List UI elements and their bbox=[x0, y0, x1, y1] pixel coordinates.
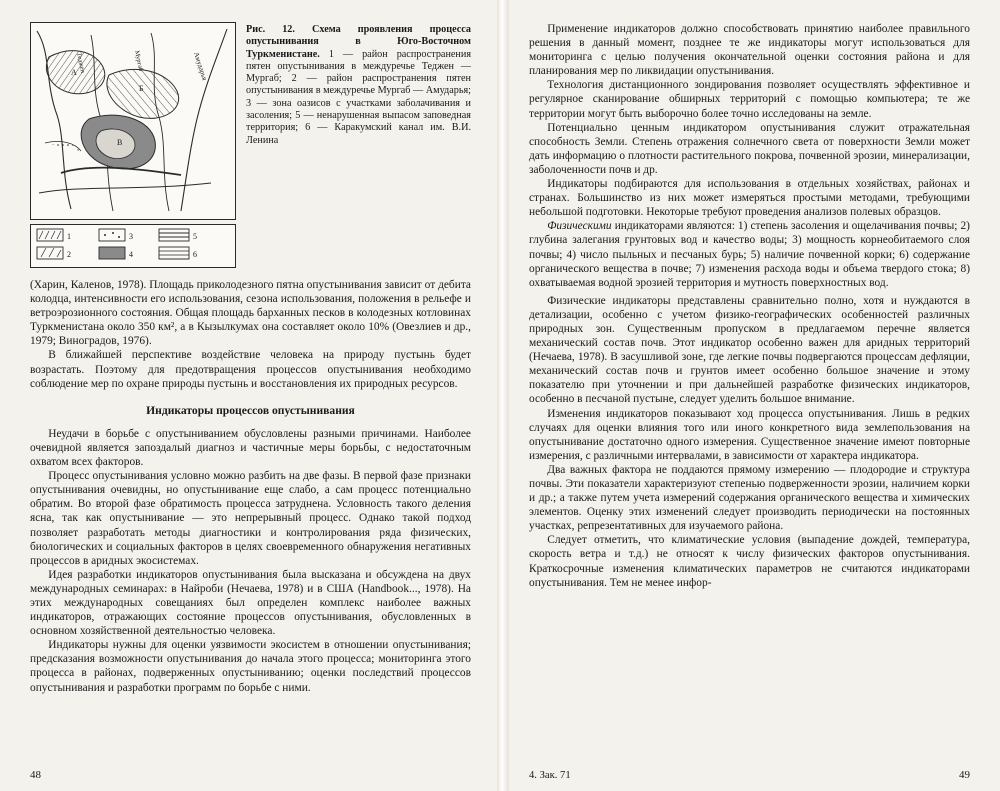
paragraph: В ближайшей перспективе воздействие человека на природу пустынь будет возрастать. Поэтому для предотвращения процессов опустынивания необходимо соблюдение мер по охране природы пустынь и восстановления их природных ресурсов. bbox=[30, 349, 471, 390]
figure-caption-title: Рис. 12. Схема проявления процесса опустынивания в Юго-Восточном Туркменистане. bbox=[246, 24, 471, 60]
paragraph: Физические индикаторы представлены сравнительно полно, хотя и нуждаются в детализации, особенно с учетом физико-географических особенностей различных природных зон. Существенным пропуском в предлагаемом перечне является механический состав почв. Этот индикатор особенно важен для аридных территорий (Нечаева, 1978). В засушливой зоне, где легкие почвы подвергаются процессам дефляции, механический состав почв и грунтов имеет особенно большое значение и этому показателю при уточнении и при дальнейшей разработке физических индикаторов, особенно в песчаной пустыне, следует уделить большое внимание. bbox=[529, 294, 970, 406]
svg-text:2: 2 bbox=[67, 250, 71, 259]
figure-caption bbox=[246, 22, 471, 268]
map-legend bbox=[30, 224, 236, 268]
paragraph-physical-indicators bbox=[529, 219, 970, 289]
svg-text:1: 1 bbox=[67, 232, 71, 241]
right-page bbox=[509, 0, 1000, 791]
physical-mid: индикаторами являются: bbox=[614, 220, 735, 233]
map-label-b: Б bbox=[139, 84, 144, 93]
paragraph: Потенциально ценным индикатором опустынивания служит отражательная способность Земли. Степень отражения солнечного света от поверхности Земли может дать информацию о плотности растительного покрова, почвенной эрозии, минерализации, заболоченности почв и др. bbox=[529, 121, 970, 176]
map-label-a: А bbox=[71, 68, 77, 77]
paragraph: Неудачи в борьбе с опустыниванием обусловлены разными причинами. Наиболее очевидной является запоздалый диагноз и частичные меры борьбы, с недостаточным охватом всех факторов. bbox=[30, 427, 471, 469]
paragraph: Индикаторы нужны для оценки уязвимости экосистем в отношении опустынивания; предсказания возможности опустынивания до начала этого процесса; мониторинга этого процесса в районах, подверженных опустыниванию; оценки последствий процессов опустынивания и разработки программ по борьбе с ними. bbox=[30, 639, 471, 694]
figure-12 bbox=[30, 22, 471, 268]
left-page-body bbox=[30, 278, 471, 695]
signature-mark: 4. Зак. 71 bbox=[529, 770, 571, 781]
physical-rest: 1) степень засоления и ощелачивания почвы; 2) глубина залегания грунтовых вод и качество воды; 3) мощность корнеобитаемого слоя почвы; 4) число пыльных и песчаных бурь; 5) наличие почвенной корки; 6) содержание органического вещества в почве; 7) изменения расхода воды и объема твердого стока; 8) охватываемая водной эрозией территория и мутность поверхностных вод. bbox=[529, 220, 970, 289]
svg-text:6: 6 bbox=[193, 250, 197, 259]
paragraph: Применение индикаторов должно способствовать принятию наиболее правильного решения в данный момент, позднее те же индикаторы могут использоваться для мониторинга с целью получения окончательной оценки состояния района и для планирования мер по ликвидации опустынивания. bbox=[529, 23, 970, 78]
right-page-body bbox=[529, 22, 970, 590]
map-label-amudarya: Амударья bbox=[192, 51, 209, 82]
map-label-murgab: Мургаб bbox=[133, 49, 145, 72]
paragraph: Идея разработки индикаторов опустынивания была высказана и обсуждена на двух международных семинарах: в Найроби (Нечаева, 1978) и в США (Handbook..., 1978). На этих международных совещаниях был определен комплекс наиболее важных индикаторов, отражающих состояние процессов опустынивания, обусловленных в основном хозяйственной деятельностью человека. bbox=[30, 568, 471, 638]
map-label-v: В bbox=[117, 138, 123, 147]
paragraph: (Харин, Каленов, 1978). Площадь приколодезного пятна опустынивания зависит от дебита колодца, интенсивности его использования, сезона использования, положения в рельефе и ветроэрозионного состояния. Общая площадь барханных песков в колодезных котловинах Туркменистана около 350 км², а в Кызылкумах она составляет около 10% (Овезлиев и др., 1979; Виноградов, 1976). bbox=[30, 279, 471, 348]
map-frame bbox=[30, 22, 236, 220]
paragraph: Технология дистанционного зондирования позволяет осуществлять эффективное и регулярное сканирование обширных территорий с помощью компьютера; те же территории могут быть выборочно более точно исследованы на земле. bbox=[529, 79, 970, 120]
legend-swatches bbox=[31, 225, 233, 265]
left-page bbox=[0, 0, 497, 791]
paragraph: Два важных фактора не поддаются прямому измерению — плодородие и структура почвы. Эти показатели характеризуют степенью подверженности эрозии, наличием корки и др.; а также путем учета измерений содержания органического вещества и химических элементов. Оценку этих изменений следует производить периодически на постоянных участках, репрезентативных для изучаемого района. bbox=[529, 463, 970, 533]
page-number-left: 48 bbox=[30, 769, 41, 781]
svg-text:5: 5 bbox=[193, 232, 197, 241]
svg-text:4: 4 bbox=[129, 250, 133, 259]
paragraph: Индикаторы подбираются для использования в отдельных хозяйствах, районах и странах. Большинство из них может измеряться простыми методами, требующими небольшой подготовки. Некоторые требуют проведения анализов полевых образцов. bbox=[529, 178, 970, 219]
page-number-right: 49 bbox=[959, 769, 970, 781]
figure-map-and-legend bbox=[30, 22, 236, 268]
physical-lead: Физическими bbox=[547, 220, 612, 233]
book-gutter bbox=[497, 0, 509, 791]
figure-caption-body: 1 — район распространения пятен опустынивания в междуречье Теджен — Мургаб; 2 — район распространения пятен опустынивания в междуречье Мургаб — Амударья; 3 — зона оазисов с участками заболачивания и засоления; 5 — ненарушенная выпасом заповедная территория; 6 — Каракумский канал им. В.И. Ленина bbox=[246, 48, 472, 146]
desertification-map bbox=[31, 23, 233, 217]
section-heading: Индикаторы процессов опустынивания bbox=[146, 403, 355, 417]
paragraph: Процесс опустынивания условно можно разбить на две фазы. В первой фазе признаки опустынивания очевидны, но опустынивание еще слабо, а сам процесс потенциально обратим. Во второй фазе обратимость процесса затруднена. Условность такого деления ясна, так как опустынивание — это непрерывный процесс. Однако такой подход позволяет разработать методы диагностики и контролирования ряда физических, биологических и социальных факторов в целях своевременного обнаружения негативных процессов в аридных экосистемах. bbox=[30, 470, 471, 567]
paragraph: Изменения индикаторов показывают ход процесса опустынивания. Лишь в редких случаях для оценки влияния того или иного конкретного вида землепользования на опустынивание достаточно одного измерения. Существенное значение имеют повторные измерения, с различными интервалами, в зависимости от характера индикатора. bbox=[529, 407, 970, 462]
map-label-tedzhen: Теджен bbox=[75, 51, 87, 74]
svg-text:3: 3 bbox=[129, 232, 133, 241]
paragraph: Следует отметить, что климатические условия (выпадение дождей, температура, скорость ветра и т.д.) не относят к числу физических факторов опустынивания. Краткосрочные изменения климатических параметров не считаются индикаторами опустынивания. Тем не менее инфор- bbox=[529, 534, 970, 589]
